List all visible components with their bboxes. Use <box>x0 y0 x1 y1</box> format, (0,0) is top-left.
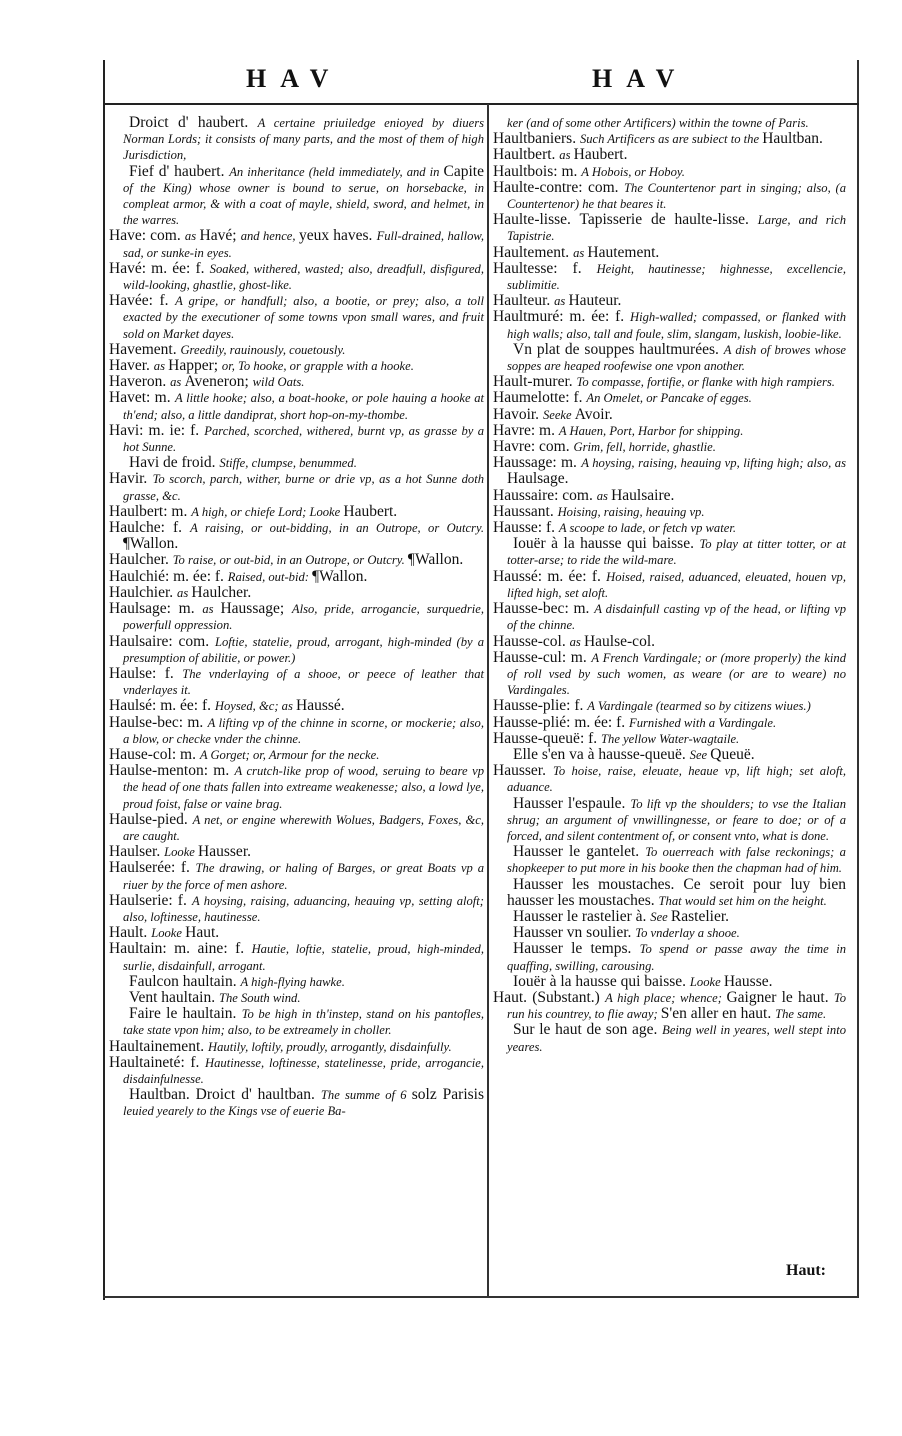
headword: Haultbois: m. <box>493 162 582 180</box>
headword: Hausser le rastelier à. <box>513 907 651 925</box>
headword: Hausse: f. <box>493 519 559 537</box>
dictionary-entry <box>108 520 484 552</box>
headword: Sur le haut de son age. <box>513 1021 663 1039</box>
headword: Haussaire: com. <box>493 486 597 504</box>
dictionary-entry <box>492 147 846 163</box>
headword: Haulchier. <box>109 583 178 601</box>
dictionary-entry <box>492 650 846 699</box>
dictionary-entry <box>108 471 484 503</box>
dictionary-entry <box>492 488 846 504</box>
sub-entry <box>492 342 846 374</box>
dictionary-entry <box>108 634 484 666</box>
dictionary-entry <box>108 1055 484 1087</box>
definition-text: A scoope to lade, or fetch vp water. <box>558 521 736 536</box>
dictionary-entry <box>492 504 846 520</box>
french-text: Happer; <box>168 357 222 375</box>
sub-entry <box>108 1087 484 1119</box>
dictionary-entry <box>108 293 484 342</box>
definition-text: Seeke <box>542 407 575 422</box>
definition-text: To run his countrey, to flie away; <box>507 990 846 1022</box>
headword: Hausser vn soulier. <box>513 924 636 942</box>
definition-text: To scorch, parch, wither, burne or drie vp, as a hot Sunne doth grasse, &c. <box>123 472 485 503</box>
headword: Haultement. <box>493 243 574 261</box>
header-rule <box>103 103 859 105</box>
french-text: Havé; <box>199 227 241 245</box>
definition-text: Hautily, loftily, proudly, arrogantly, disdainfully. <box>208 1039 452 1054</box>
definition-text: Stiffe, clumpse, benummed. <box>219 456 357 471</box>
headword: Elle s'en va à hausse-queuë. <box>513 745 690 763</box>
definition-text: Raised, out-bid: <box>227 569 313 584</box>
headword: Havet: m. <box>109 389 175 407</box>
definition-text: A little hooke; also, a boat-hooke, or pole hauing a hooke at th'end; also, a little dandiprat, short hop-on-my-thombe. <box>123 391 484 422</box>
definition-text: See <box>650 909 671 924</box>
left-column <box>108 115 484 1120</box>
french-text: ¶Wallon. <box>312 567 368 585</box>
definition-text: The Countertenor part in singing; also, (a Countertenor) he that beares it. <box>507 180 846 212</box>
headword: Hausser les moustaches. Ce seroit pour luy bien hausser les moustaches. <box>507 875 846 909</box>
definition-text: The drawing, or haling of Barges, or great Boats vp a riuer by the force of men ashore. <box>123 861 485 892</box>
headword: Hausse-cul: m. <box>493 648 592 666</box>
sub-entry <box>492 974 846 990</box>
headword: Hausse-queuë: f. <box>493 729 602 747</box>
dictionary-entry <box>492 990 846 1022</box>
definition-text: That would set him on the height. <box>658 893 827 908</box>
definition-text: Hautinesse, loftinesse, statelinesse, pride, arrogancie, disdainfulnesse. <box>123 1055 484 1086</box>
headword: Haulte-lisse. Tapisserie de haulte-lisse. <box>493 211 758 229</box>
headword: Haulserie: f. <box>109 891 192 909</box>
sub-entry <box>492 796 846 845</box>
headword: Vn plat de souppes haultmurées. <box>513 340 724 358</box>
definition-text: To spend or passe away the time in quaffing, swilling, carousing. <box>507 942 846 973</box>
definition-text: To be high in th'instep, stand on his pantofles, take state vpon him; also, to be extreamely in choller. <box>123 1007 485 1038</box>
definition-text: A Vardingale (tearmed so by citizens wiues.) <box>587 699 811 714</box>
definition-text: or, To hooke, or grapple with a hooke. <box>221 359 414 374</box>
definition-text: Being well in yeares, well stept into yeares. <box>507 1023 847 1054</box>
french-text: Haussage; <box>220 600 292 618</box>
dictionary-entry <box>492 115 846 131</box>
definition-text: Hautie, loftie, statelie, proud, high-minded, surlie, disdainfull, arrogant. <box>123 942 484 973</box>
dictionary-entry <box>492 439 846 455</box>
headword: Faulcon haultain. <box>129 972 241 990</box>
headword: Hausser. <box>493 762 554 780</box>
dictionary-entry <box>108 893 484 925</box>
headword: Haulsaire: com. <box>109 632 215 650</box>
french-text: Haultban. <box>762 130 823 148</box>
definition-text: A high, or chiefe Lord; Looke <box>191 504 344 519</box>
sub-entry <box>492 536 846 568</box>
definition-text: ker (and of some other Artificers) within the towne of Paris. <box>507 116 809 130</box>
dictionary-entry <box>108 585 484 601</box>
headword: Havi de froid. <box>129 454 220 472</box>
running-head-right: HAV <box>592 64 689 93</box>
definition-text: To raise, or out-bid, in an Outrope, or Outcry. <box>172 553 408 568</box>
dictionary-entry <box>492 698 846 714</box>
sub-entry <box>492 747 846 763</box>
headword: Haulche: f. <box>109 519 191 537</box>
sub-entry <box>492 925 846 941</box>
headword: Hault. <box>109 924 152 942</box>
definition-text: To vnderlay a shooe. <box>635 926 740 941</box>
definition-text: as <box>202 602 221 617</box>
dictionary-entry <box>108 715 484 747</box>
definition-text: A French Vardingale; or (more properly) the kind of roll vsed by such women, as weare (or are to weare) no Vardingales. <box>507 650 846 698</box>
definition-text: A crutch-like prop of wood, seruing to beare vp the head of one thats fallen into extreame weakenesse; also, a lowd lye, proud foist, false or vaine brag. <box>123 764 484 811</box>
definition-text: High-walled; compassed, or flanked with high walls; also, tall and foule, slim, slangam, luskish, loobie-like. <box>507 310 846 341</box>
definition-text: Greedily, rauinously, couetously. <box>180 342 346 357</box>
french-text: Queuë. <box>710 745 755 763</box>
sub-entry <box>108 1006 484 1038</box>
definition-text: A certaine priuiledge enioyed by diuers Norman Lords; it consists of many parts, and the most of them of high Jurisdiction, <box>123 116 485 163</box>
sub-entry <box>492 877 846 909</box>
definition-text: Such Artificers as are subiect to the <box>579 132 763 147</box>
sub-entry <box>108 974 484 990</box>
dictionary-entry <box>108 763 484 812</box>
definition-text: The vnderlaying of a shooe, or peece of leather that vnderlayes it. <box>123 666 484 698</box>
dictionary-entry <box>492 520 846 536</box>
definition-text: as <box>153 359 169 374</box>
definition-text: as <box>177 585 192 600</box>
column-divider <box>487 104 489 1296</box>
definition-text: A Gorget; or, Armour for the necke. <box>199 747 380 762</box>
headword: Have: com. <box>109 227 185 245</box>
dictionary-entry <box>108 569 484 585</box>
definition-text: as <box>170 375 185 390</box>
sub-entry <box>492 941 846 973</box>
headword: Haulse-bec: m. <box>109 713 208 731</box>
headword: Haver. <box>109 357 154 375</box>
headword: Faire le haultain. <box>129 1005 242 1023</box>
dictionary-entry <box>108 747 484 763</box>
headword: Haultainement. <box>109 1037 208 1055</box>
headword: Haussage: m. <box>493 454 582 472</box>
french-text: ¶Wallon. <box>123 535 179 553</box>
headword: Iouër à la hausse qui baisse. <box>513 972 690 990</box>
definition-text: Looke <box>689 974 724 989</box>
headword: Haultbert. <box>493 146 560 164</box>
headword: Droict d' haubert. <box>129 114 258 131</box>
dictionary-entry <box>492 374 846 390</box>
definition-text: To lift vp the shoulders; to vse the Italian shrug; an argument of vnwillingnesse, or feare to doe; or of a forced, and silent contentment of, or consent vnto, what is done. <box>507 796 846 843</box>
dictionary-entry <box>492 715 846 731</box>
dictionary-entry <box>492 164 846 180</box>
dictionary-entry <box>492 180 846 212</box>
headword: Haulteur. <box>493 292 555 310</box>
definition-text: To hoise, raise, eleuate, heaue vp, lift high; set aloft, aduance. <box>507 764 846 795</box>
headword: Havir. <box>109 470 153 488</box>
definition-text: An Omelet, or Pancake of egges. <box>586 391 752 406</box>
dictionary-entry <box>492 309 846 341</box>
dictionary-entry <box>492 261 846 293</box>
headword: Haut. (Substant.) <box>493 988 606 1006</box>
dictionary-entry <box>108 261 484 293</box>
french-text: Hausser. <box>198 843 251 861</box>
headword: Hausser l'espaule. <box>513 794 631 812</box>
definition-text: To ouerreach with false reckonings; a shopkeeper to put more in his booke then the chapman had of him. <box>507 845 846 876</box>
headword: Haulsé: m. ée: f. <box>109 697 215 715</box>
headword: Hause-col: m. <box>109 745 200 763</box>
headword: Haulse: f. <box>109 664 183 682</box>
dictionary-entry <box>108 342 484 358</box>
french-text: Gaigner le haut. <box>726 988 834 1006</box>
definition-text: leuied yearely to the Kings vse of euerie Ba- <box>123 1104 346 1119</box>
sub-entry <box>108 990 484 1006</box>
headword: Havi: m. ie: f. <box>109 421 205 439</box>
definition-text: as <box>559 148 574 163</box>
headword: Haulse-menton: m. <box>109 762 235 780</box>
dictionary-entry <box>108 390 484 422</box>
definition-text: Hoysed, &c; as <box>214 699 297 714</box>
dictionary-entry <box>492 407 846 423</box>
headword: Haulserée: f. <box>109 859 196 877</box>
sub-entry <box>492 844 846 876</box>
french-text: ¶Wallon. <box>407 551 464 569</box>
headword: Haveron. <box>109 373 171 391</box>
dictionary-entry <box>492 634 846 650</box>
headword: Iouër à la hausse qui baisse. <box>513 535 700 553</box>
headword: Hausser le gantelet. <box>513 843 646 861</box>
dictionary-entry <box>108 1039 484 1055</box>
french-text: Haulsage. <box>507 470 569 488</box>
french-text: Rastelier. <box>670 907 730 925</box>
definition-text: The South wind. <box>218 990 301 1005</box>
definition-text: and hence, <box>240 229 299 244</box>
sub-entry <box>108 455 484 471</box>
page-frame-right-rule <box>857 60 859 1298</box>
definition-text: Looke <box>151 926 186 941</box>
definition-text: The yellow Water-wagtaile. <box>601 731 740 746</box>
definition-text: A hoysing, raising, heauing vp, lifting high; also, as <box>581 456 846 471</box>
definition-text: as <box>184 229 200 244</box>
headword: Haultbaniers. <box>493 130 580 148</box>
definition-text: A raising, or out-bidding, in an Outrope, or Outcry. <box>190 521 485 536</box>
definition-text: Full-drained, hallow, sad, or sunke-in eyes. <box>123 229 484 260</box>
definition-text: Height, hautinesse; highnesse, excellencie, sublimitie. <box>507 261 846 293</box>
definition-text: An inheritance (held immediately, and in <box>229 164 444 179</box>
definition-text: A net, or engine wherewith Wolues, Badgers, Foxes, &c, are caught. <box>123 812 485 843</box>
definition-text: To compasse, fortifie, or flanke with high rampiers. <box>576 375 835 390</box>
french-text: yeux haves. <box>298 227 377 245</box>
definition-text: Furnished with a Vardingale. <box>629 715 777 730</box>
definition-text: as <box>554 294 569 309</box>
french-text: solz Parisis <box>411 1086 485 1104</box>
headword: Havre: m. <box>493 421 559 439</box>
dictionary-entry <box>108 358 484 374</box>
definition-text: Soaked, withered, wasted; also, dreadfull, disfigured, wild-looking, ghastlie, ghost-like. <box>123 261 484 293</box>
french-text: Capite <box>443 162 484 180</box>
definition-text: Also, pride, arrogancie, surquedrie, powerfull oppression. <box>123 602 484 633</box>
headword: Haulchié: m. ée: f. <box>109 567 228 585</box>
definition-text: Looke <box>164 845 199 860</box>
dictionary-entry <box>108 423 484 455</box>
definition-text: A Hauen, Port, Harbor for shipping. <box>558 423 744 438</box>
definition-text: A Hobois, or Hoboy. <box>581 164 685 179</box>
headword: Haultaineté: f. <box>109 1053 206 1071</box>
definition-text: A dish of browes whose soppes are heaped roofewise one vpon another. <box>507 342 846 374</box>
dictionary-entry <box>492 601 846 633</box>
headword: Hausse-bec: m. <box>493 600 595 618</box>
headword: Havement. <box>109 340 181 358</box>
page-frame-left-rule <box>103 60 105 1300</box>
headword: Haulse-pied. <box>109 810 193 828</box>
sub-entry <box>492 1022 846 1054</box>
dictionary-entry <box>108 504 484 520</box>
definition-text: A hoysing, raising, aduancing, heauing vp, setting aloft; also, loftinesse, hautinesse. <box>123 893 484 924</box>
french-text: Haulse-col. <box>583 632 655 650</box>
definition-text: Hoising, raising, heauing vp. <box>557 504 705 519</box>
headword: Havoir. <box>493 405 543 423</box>
dictionary-entry <box>492 763 846 795</box>
headword: Havé: m. ée: f. <box>109 259 210 277</box>
sub-entry <box>492 909 846 925</box>
french-text: Hautement. <box>587 243 660 261</box>
headword: Haulte-contre: com. <box>493 178 625 196</box>
definition-text: The summe of 6 <box>320 1088 412 1103</box>
dictionary-entry <box>108 941 484 973</box>
definition-text: of the King) whose owner is bound to serue, on horsebacke, in compleat armor, & with a coat of mayle, shield, sword, and helmet, in the warres. <box>123 180 484 228</box>
french-text: Haulcher. <box>191 583 252 601</box>
headword: Haulser. <box>109 843 165 861</box>
catchword: Haut: <box>786 1262 826 1279</box>
french-text: Haussé. <box>296 697 345 715</box>
dictionary-entry <box>108 552 484 568</box>
headword: Fief d' haubert. <box>129 162 230 180</box>
definition-text: A gripe, or handfull; also, a bootie, or prey; also, a toll exacted by the executioner of some towns vpon small wares, and fruit sold on Market dayes. <box>123 294 484 341</box>
headword: Hausse-plié: m. ée: f. <box>493 713 630 731</box>
definition-text: To play at titter totter, or at totter-arse; to ride the wild-mare. <box>507 537 846 568</box>
footer-rule <box>103 1296 859 1298</box>
dictionary-entry <box>492 731 846 747</box>
definition-text: A high-flying hawke. <box>240 974 345 989</box>
dictionary-entry <box>492 293 846 309</box>
french-text: Haut. <box>185 924 220 942</box>
headword: Havée: f. <box>109 292 176 310</box>
dictionary-entry <box>108 374 484 390</box>
dictionary-entry <box>492 423 846 439</box>
french-text: Haubert. <box>343 502 398 520</box>
headword: Hausser le temps. <box>513 940 640 958</box>
sub-entry <box>108 115 484 164</box>
headword: Haussé: m. ée: f. <box>493 567 607 585</box>
headword: Haultain: m. aine: f. <box>109 940 252 958</box>
definition-text: A high place; whence; <box>605 990 727 1005</box>
french-text: Hausse. <box>723 972 773 990</box>
headword: Haultesse: f. <box>493 259 597 277</box>
headword: Haumelotte: f. <box>493 389 587 407</box>
dictionary-entry <box>492 390 846 406</box>
definition-text: A disdainfull casting vp of the head, or lifting vp of the chinne. <box>507 602 846 633</box>
definition-text: The same. <box>775 1007 827 1022</box>
sub-entry <box>108 164 484 229</box>
definition-text: Grim, fell, horride, ghastlie. <box>573 440 716 455</box>
definition-text: A lifting vp of the chinne in scorne, or mockerie; also, a blow, or checke vnder the chinne. <box>123 715 484 746</box>
definition-text: See <box>689 747 711 762</box>
french-text: Aveneron; <box>184 373 253 391</box>
headword: Hausse-plie: f. <box>493 697 588 715</box>
definition-text: wild Oats. <box>252 375 305 390</box>
headword: Vent haultain. <box>129 988 219 1006</box>
running-head-left: HAV <box>246 64 343 93</box>
headword: Hausse-col. <box>493 632 570 650</box>
right-column <box>492 115 846 1055</box>
dictionary-entry <box>108 844 484 860</box>
dictionary-entry <box>108 812 484 844</box>
french-text: Haubert. <box>573 146 628 164</box>
headword: Haulsage: m. <box>109 600 203 618</box>
definition-text: as <box>569 634 584 649</box>
dictionary-entry <box>108 666 484 698</box>
headword: Havre: com. <box>493 438 574 456</box>
french-text: S'en aller en haut. <box>660 1005 776 1023</box>
french-text: Hauteur. <box>568 292 622 310</box>
definition-text: Parched, scorched, withered, burnt vp, as grasse by a hot Sunne. <box>123 423 484 455</box>
definition-text: Hoised, raised, aduanced, eleuated, houen vp, lifted high, set aloft. <box>507 569 847 600</box>
headword: Hault-murer. <box>493 373 577 391</box>
dictionary-entry <box>492 212 846 244</box>
french-text: Haulsaire. <box>611 486 675 504</box>
french-text: Avoir. <box>574 405 613 423</box>
dictionary-entry <box>108 925 484 941</box>
headword: Haultban. Droict d' haultban. <box>129 1086 321 1104</box>
definition-text: as <box>573 245 588 260</box>
definition-text: Large, and rich Tapistrie. <box>507 213 846 244</box>
headword: Haulcher. <box>109 551 173 569</box>
dictionary-entry <box>492 245 846 261</box>
headword: Haulbert: m. <box>109 502 192 520</box>
dictionary-entry <box>108 601 484 633</box>
dictionary-entry <box>492 131 846 147</box>
dictionary-entry <box>492 455 846 487</box>
headword: Haussant. <box>493 502 558 520</box>
dictionary-entry <box>492 569 846 601</box>
dictionary-entry <box>108 860 484 892</box>
dictionary-entry <box>108 228 484 260</box>
definition-text: Loftie, statelie, proud, arrogant, high-minded (by a presumption of abilitie, or power.) <box>123 634 484 665</box>
headword: Haultmuré: m. ée: f. <box>493 308 630 326</box>
dictionary-entry <box>108 698 484 714</box>
definition-text: as <box>596 488 612 503</box>
